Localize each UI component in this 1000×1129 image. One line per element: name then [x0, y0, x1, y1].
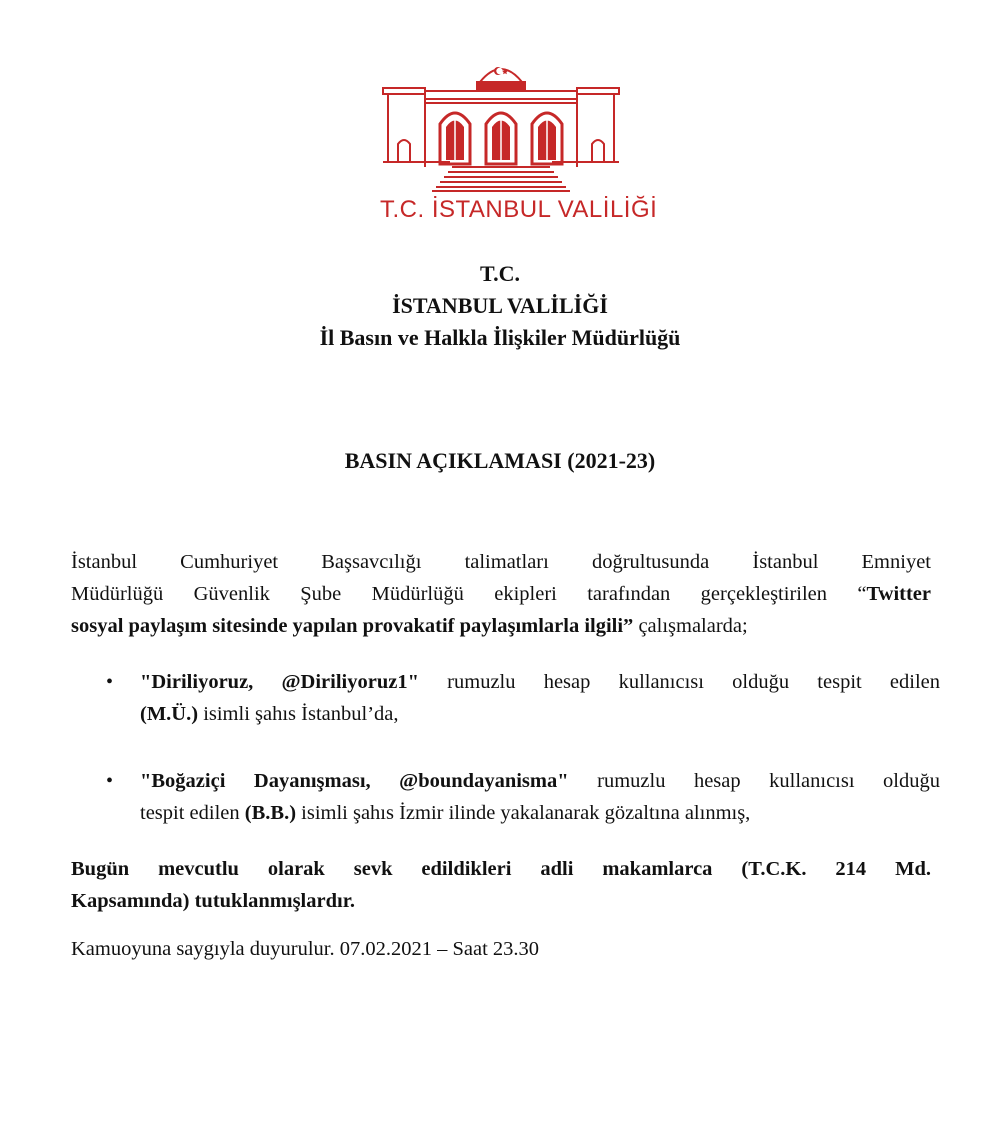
arrest-paragraph [71, 853, 931, 917]
intro-line-2 [71, 578, 931, 610]
arrest-line-1: Bugün mevcutlu olarak sevk edildikleri adli makamlarca (T.C.K. 214 Md. [71, 858, 931, 880]
list-item-line [140, 666, 940, 698]
header-line-directorate: İl Basın ve Halkla İlişkiler Müdürlüğü [319, 325, 681, 350]
list-item-text-part: rumuzlu hesap kullanıcısı olduğu [568, 770, 940, 792]
person-initials: (B.B.) [244, 802, 297, 824]
logo-text: T.C. İSTANBUL VALİLİĞİ [380, 196, 658, 223]
intro-paragraph [71, 546, 931, 642]
arrest-line-2: Kapsamında) tutuklanmışlardır. [71, 890, 356, 912]
list-item-text-part: isimli şahıs İstanbul’da, [198, 703, 399, 725]
list-item-text [140, 765, 940, 829]
bullet-icon: • [106, 770, 114, 792]
intro-line-1: İstanbul Cumhuriyet Başsavcılığı talimatları doğrultusunda İstanbul Emniyet [71, 551, 931, 573]
list-item-text-part: tespit edilen [140, 802, 245, 824]
governorship-building-icon [380, 52, 622, 192]
list-item-text [140, 666, 940, 730]
list-item-text-part: isimli şahıs İzmir ilinde yakalanarak gözaltına alınmış, [296, 802, 751, 824]
closing-paragraph: Kamuoyuna saygıyla duyurulur. 07.02.2021 – Saat 23.30 [71, 938, 540, 960]
intro-line-2-text: Müdürlüğü Güvenlik Şube Müdürlüğü ekipleri tarafından gerçekleştirilen “ [71, 583, 867, 605]
logo [380, 52, 658, 230]
list-item-line [140, 797, 940, 829]
list-item-text-part: rumuzlu hesap kullanıcısı olduğu tespit edilen [418, 671, 941, 693]
header-line-tc: T.C. [480, 261, 520, 286]
intro-line-3-bold: sosyal paylaşım sitesinde yapılan provakatif paylaşımlarla ilgili” [71, 615, 634, 637]
person-initials: (M.Ü.) [140, 703, 199, 725]
intro-line-3-text: çalışmalarda; [633, 615, 748, 637]
bullet-icon: • [106, 671, 114, 693]
account-name: "Diriliyoruz, @Diriliyoruz1" [140, 671, 419, 693]
account-name: "Boğaziçi Dayanışması, @boundayanisma" [140, 770, 569, 792]
list-item-line [140, 698, 940, 730]
letterhead [0, 258, 1000, 354]
intro-line-3 [71, 610, 931, 642]
intro-line-2-bold: Twitter [866, 583, 931, 605]
document-title: BASIN AÇIKLAMASI (2021-23) [344, 448, 656, 473]
list-item-line [140, 765, 940, 797]
header-line-governorship: İSTANBUL VALİLİĞİ [392, 293, 608, 318]
